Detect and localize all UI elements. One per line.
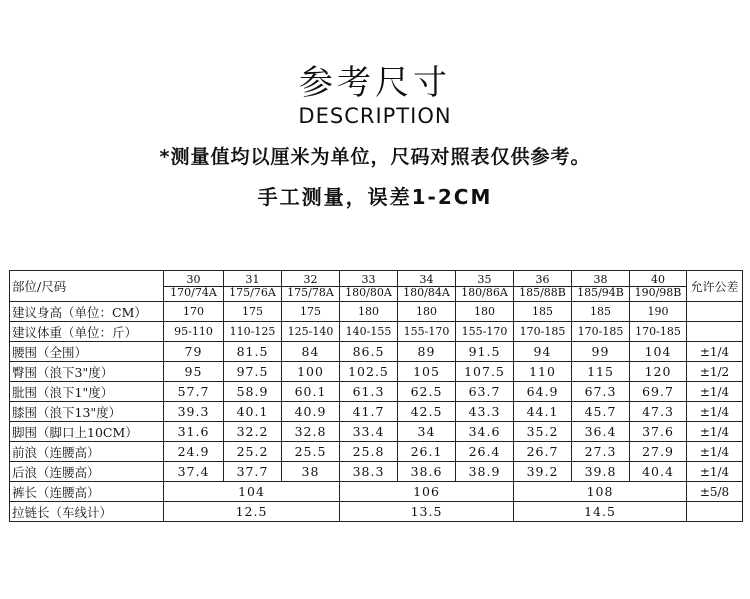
row-label: 后浪（连腰高） — [10, 462, 164, 482]
table-cell: 25.8 — [340, 442, 398, 462]
table-cell: 57.7 — [164, 382, 224, 402]
table-cell: 125-140 — [282, 322, 340, 342]
row-label: 前浪（连腰高） — [10, 442, 164, 462]
size-number: 30 — [164, 274, 223, 287]
merged-cell: 14.5 — [514, 502, 687, 522]
table-cell: 34.6 — [456, 422, 514, 442]
row-label: 建议体重（单位：斤） — [10, 322, 164, 342]
table-cell: 43.3 — [456, 402, 514, 422]
table-cell: 38.3 — [340, 462, 398, 482]
table-cell: 61.3 — [340, 382, 398, 402]
table-cell: 25.5 — [282, 442, 340, 462]
size-number: 35 — [456, 274, 513, 287]
tolerance-cell: ±1/4 — [687, 402, 743, 422]
merged-cell: 106 — [340, 482, 514, 502]
table-cell: 26.7 — [514, 442, 572, 462]
error-note: 手工测量，误差1-2CM — [257, 185, 493, 209]
size-spec: 180/86A — [461, 285, 508, 299]
table-cell: 42.5 — [398, 402, 456, 422]
size-number: 40 — [630, 274, 686, 287]
table-cell: 40.9 — [282, 402, 340, 422]
table-row — [10, 342, 743, 362]
table-cell: 26.1 — [398, 442, 456, 462]
table-cell: 35.2 — [514, 422, 572, 442]
table-row — [10, 442, 743, 462]
table-cell: 41.7 — [340, 402, 398, 422]
size-header-cell — [164, 271, 224, 302]
table-cell: 170-185 — [514, 322, 572, 342]
table-cell: 27.9 — [630, 442, 687, 462]
tolerance-cell: ±1/4 — [687, 382, 743, 402]
table-cell: 38.6 — [398, 462, 456, 482]
size-spec: 190/98B — [634, 285, 682, 299]
table-cell: 84 — [282, 342, 340, 362]
table-cell: 86.5 — [340, 342, 398, 362]
merged-cell: 12.5 — [164, 502, 340, 522]
tolerance-cell: ±5/8 — [687, 482, 743, 502]
table-cell: 97.5 — [224, 362, 282, 382]
tolerance-cell: ±1/4 — [687, 442, 743, 462]
size-header-cell — [456, 271, 514, 302]
size-spec: 175/76A — [229, 285, 276, 299]
table-cell: 39.3 — [164, 402, 224, 422]
size-header-cell — [340, 271, 398, 302]
page-title: 参考尺寸 — [299, 63, 451, 103]
table-cell: 58.9 — [224, 382, 282, 402]
table-cell: 32.2 — [224, 422, 282, 442]
table-cell: 81.5 — [224, 342, 282, 362]
table-cell: 104 — [630, 342, 687, 362]
table-row — [10, 362, 743, 382]
measurement-rows — [10, 302, 743, 482]
table-cell: 110-125 — [224, 322, 282, 342]
size-number: 36 — [514, 274, 571, 287]
table-cell: 26.4 — [456, 442, 514, 462]
row-label: 建议身高（单位：CM） — [10, 302, 164, 322]
table-row — [10, 502, 743, 522]
table-cell: 180 — [398, 302, 456, 322]
table-cell: 110 — [514, 362, 572, 382]
corner-header: 部位/尺码 — [10, 271, 164, 302]
tolerance-cell — [687, 502, 743, 522]
tolerance-cell: ±1/4 — [687, 462, 743, 482]
table-cell: 40.4 — [630, 462, 687, 482]
table-cell: 94 — [514, 342, 572, 362]
table-cell: 63.7 — [456, 382, 514, 402]
table-cell: 24.9 — [164, 442, 224, 462]
table-cell: 95 — [164, 362, 224, 382]
table-cell: 155-170 — [398, 322, 456, 342]
table-row — [10, 422, 743, 442]
table-cell: 39.2 — [514, 462, 572, 482]
table-cell: 175 — [224, 302, 282, 322]
table-cell: 27.3 — [572, 442, 630, 462]
table-cell: 190 — [630, 302, 687, 322]
size-header-cell — [224, 271, 282, 302]
table-cell: 64.9 — [514, 382, 572, 402]
table-cell: 44.1 — [514, 402, 572, 422]
size-header-cell — [514, 271, 572, 302]
table-cell: 155-170 — [456, 322, 514, 342]
table-cell: 31.6 — [164, 422, 224, 442]
table-row — [10, 302, 743, 322]
table-cell: 89 — [398, 342, 456, 362]
row-label: 臀围（浪下3"度） — [10, 362, 164, 382]
table-cell: 32.8 — [282, 422, 340, 442]
table-cell: 67.3 — [572, 382, 630, 402]
table-cell: 105 — [398, 362, 456, 382]
size-spec: 185/88B — [519, 285, 566, 299]
table-cell: 38 — [282, 462, 340, 482]
table-cell: 170-185 — [630, 322, 687, 342]
tolerance-header: 允许公差 — [687, 271, 743, 302]
size-header-cell — [282, 271, 340, 302]
size-header-cell — [572, 271, 630, 302]
size-number: 31 — [224, 274, 281, 287]
row-label: 脚围（脚口上10CM） — [10, 422, 164, 442]
table-row — [10, 462, 743, 482]
table-row — [10, 322, 743, 342]
table-cell: 37.4 — [164, 462, 224, 482]
merged-cell: 108 — [514, 482, 687, 502]
table-cell: 185 — [572, 302, 630, 322]
table-row — [10, 402, 743, 422]
table-cell: 38.9 — [456, 462, 514, 482]
table-cell: 25.2 — [224, 442, 282, 462]
size-header-cell — [398, 271, 456, 302]
table-cell: 120 — [630, 362, 687, 382]
table-cell: 39.8 — [572, 462, 630, 482]
tolerance-cell: ±1/4 — [687, 342, 743, 362]
page-subtitle: DESCRIPTION — [298, 104, 452, 128]
row-label: 腰围（全围） — [10, 342, 164, 362]
table-row — [10, 482, 743, 502]
table-cell: 170 — [164, 302, 224, 322]
table-cell: 140-155 — [340, 322, 398, 342]
merged-measurement-rows — [10, 482, 743, 522]
size-header-cell — [630, 271, 687, 302]
table-cell: 45.7 — [572, 402, 630, 422]
table-cell: 69.7 — [630, 382, 687, 402]
merged-cell: 13.5 — [340, 502, 514, 522]
row-label: 拉链长（车线计） — [10, 502, 164, 522]
table-cell: 175 — [282, 302, 340, 322]
table-cell: 40.1 — [224, 402, 282, 422]
table-cell: 102.5 — [340, 362, 398, 382]
table-cell: 47.3 — [630, 402, 687, 422]
size-number: 32 — [282, 274, 339, 287]
table-cell: 115 — [572, 362, 630, 382]
table-row — [10, 382, 743, 402]
size-number: 34 — [398, 274, 455, 287]
size-spec: 185/94B — [577, 285, 624, 299]
size-number: 33 — [340, 274, 397, 287]
merged-cell: 104 — [164, 482, 340, 502]
size-spec: 175/78A — [287, 285, 334, 299]
size-spec: 180/80A — [345, 285, 392, 299]
tolerance-cell: ±1/2 — [687, 362, 743, 382]
table-cell: 37.7 — [224, 462, 282, 482]
tolerance-cell: ±1/4 — [687, 422, 743, 442]
table-cell: 170-185 — [572, 322, 630, 342]
table-cell: 37.6 — [630, 422, 687, 442]
size-chart-table — [9, 270, 743, 522]
table-cell: 36.4 — [572, 422, 630, 442]
table-cell: 99 — [572, 342, 630, 362]
row-label: 膝围（浪下13"度） — [10, 402, 164, 422]
table-cell: 91.5 — [456, 342, 514, 362]
table-cell: 62.5 — [398, 382, 456, 402]
table-cell: 60.1 — [282, 382, 340, 402]
table-cell: 180 — [456, 302, 514, 322]
size-spec: 180/84A — [403, 285, 450, 299]
size-header-row — [10, 271, 743, 302]
measurement-note: *测量值均以厘米为单位，尺码对照表仅供参考。 — [159, 146, 591, 168]
tolerance-cell — [687, 322, 743, 342]
table-cell: 95-110 — [164, 322, 224, 342]
table-cell: 100 — [282, 362, 340, 382]
table-cell: 34 — [398, 422, 456, 442]
table-cell: 180 — [340, 302, 398, 322]
tolerance-cell — [687, 302, 743, 322]
size-spec: 170/74A — [170, 285, 217, 299]
table-cell: 107.5 — [456, 362, 514, 382]
table-cell: 33.4 — [340, 422, 398, 442]
table-cell: 185 — [514, 302, 572, 322]
size-number: 38 — [572, 274, 629, 287]
row-label: 肶围（浪下1"度） — [10, 382, 164, 402]
row-label: 裤长（连腰高） — [10, 482, 164, 502]
table-cell: 79 — [164, 342, 224, 362]
